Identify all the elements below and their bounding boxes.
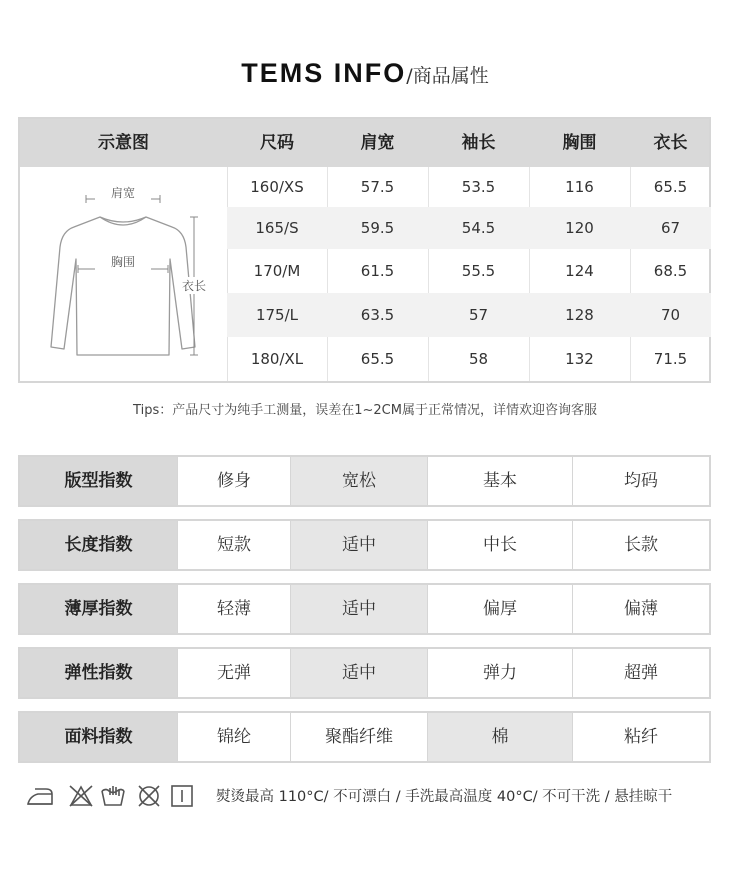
index-row-fit — [18, 455, 711, 507]
index-label: 薄厚指数 — [20, 585, 177, 633]
no-dry-clean-icon — [139, 786, 159, 806]
cell-sleeve: 54.5 — [461, 219, 496, 237]
diagram-label-length: 衣长 — [176, 277, 212, 294]
index-row-length — [18, 519, 711, 571]
index-label: 弹性指数 — [20, 649, 177, 697]
index-option: 弹力 — [483, 663, 517, 683]
cell-shoulder: 61.5 — [360, 262, 395, 280]
header-diagram: 示意图 — [98, 133, 149, 153]
cell-length: 70 — [660, 306, 681, 324]
index-row-elasticity — [18, 647, 711, 699]
index-option: 基本 — [483, 471, 517, 491]
cell-length: 71.5 — [653, 350, 688, 368]
title-sub: /商品属性 — [406, 65, 489, 87]
cell-chest: 128 — [565, 306, 594, 324]
index-option-selected: 适中 — [291, 585, 427, 633]
index-option: 中长 — [483, 535, 517, 555]
cell-shoulder: 63.5 — [360, 306, 395, 324]
table-row — [227, 207, 711, 249]
cell-size: 170/M — [253, 262, 301, 280]
table-row — [227, 337, 711, 381]
cell-sleeve: 53.5 — [461, 178, 496, 196]
header-size: 尺码 — [260, 133, 294, 153]
care-icons — [26, 782, 201, 810]
page-title — [0, 58, 730, 89]
index-row-fabric — [18, 711, 711, 763]
diagram-label-chest: 胸围 — [95, 253, 151, 270]
index-option-selected: 适中 — [291, 521, 427, 569]
header-sleeve: 袖长 — [461, 133, 496, 153]
iron-icon — [28, 789, 52, 804]
index-option: 均码 — [624, 471, 658, 491]
cell-shoulder: 59.5 — [360, 219, 395, 237]
cell-length: 68.5 — [653, 262, 688, 280]
title-main: TEMS INFO — [241, 58, 407, 88]
cell-length: 65.5 — [653, 178, 688, 196]
index-option: 无弹 — [217, 663, 251, 683]
tips-note: Tips：产品尺寸为纯手工测量，误差在1~2CM属于正常情况，详情欢迎咨询客服 — [133, 403, 597, 418]
index-label: 版型指数 — [20, 457, 177, 505]
cell-chest: 124 — [565, 262, 594, 280]
index-option: 轻薄 — [217, 599, 251, 619]
garment-diagram — [20, 167, 228, 381]
cell-sleeve: 57 — [468, 306, 489, 324]
header-chest: 胸围 — [562, 133, 597, 153]
cell-sleeve: 58 — [468, 350, 489, 368]
index-option: 修身 — [217, 471, 251, 491]
index-label: 长度指数 — [20, 521, 177, 569]
header-shoulder: 肩宽 — [360, 133, 395, 153]
index-option-selected: 棉 — [428, 713, 572, 761]
hand-wash-icon — [102, 786, 124, 805]
care-instructions — [26, 782, 716, 810]
cell-size: 160/XS — [250, 178, 304, 196]
cell-size: 165/S — [255, 219, 299, 237]
cell-size: 175/L — [255, 306, 299, 324]
index-option-selected: 宽松 — [291, 457, 427, 505]
index-option: 聚酯纤维 — [325, 727, 393, 747]
index-option-selected: 适中 — [291, 649, 427, 697]
index-option: 短款 — [217, 535, 251, 555]
cell-shoulder: 65.5 — [360, 350, 395, 368]
cell-size: 180/XL — [250, 350, 304, 368]
cell-sleeve: 55.5 — [461, 262, 496, 280]
table-row — [227, 167, 711, 207]
index-option: 偏薄 — [624, 599, 658, 619]
cell-chest: 132 — [565, 350, 594, 368]
diagram-label-shoulder: 肩宽 — [95, 184, 151, 201]
index-option: 粘纤 — [624, 727, 658, 747]
care-text: 熨烫最高 110°C/ 不可漂白 / 手洗最高温度 40°C/ 不可干洗 / 悬挂晾干 — [216, 789, 673, 805]
index-option: 超弹 — [624, 663, 658, 683]
size-table — [18, 117, 711, 383]
table-row — [227, 249, 711, 293]
index-row-thickness — [18, 583, 711, 635]
no-bleach-icon — [70, 786, 92, 806]
table-row — [227, 293, 711, 337]
cell-shoulder: 57.5 — [360, 178, 395, 196]
cell-chest: 120 — [565, 219, 594, 237]
size-table-header — [20, 119, 709, 167]
index-label: 面料指数 — [20, 713, 177, 761]
index-option: 偏厚 — [483, 599, 517, 619]
cell-chest: 116 — [565, 178, 594, 196]
header-length: 衣长 — [653, 133, 688, 153]
hang-dry-icon — [172, 786, 192, 806]
index-option: 锦纶 — [217, 727, 251, 747]
index-option: 长款 — [624, 535, 658, 555]
cell-length: 67 — [660, 219, 681, 237]
